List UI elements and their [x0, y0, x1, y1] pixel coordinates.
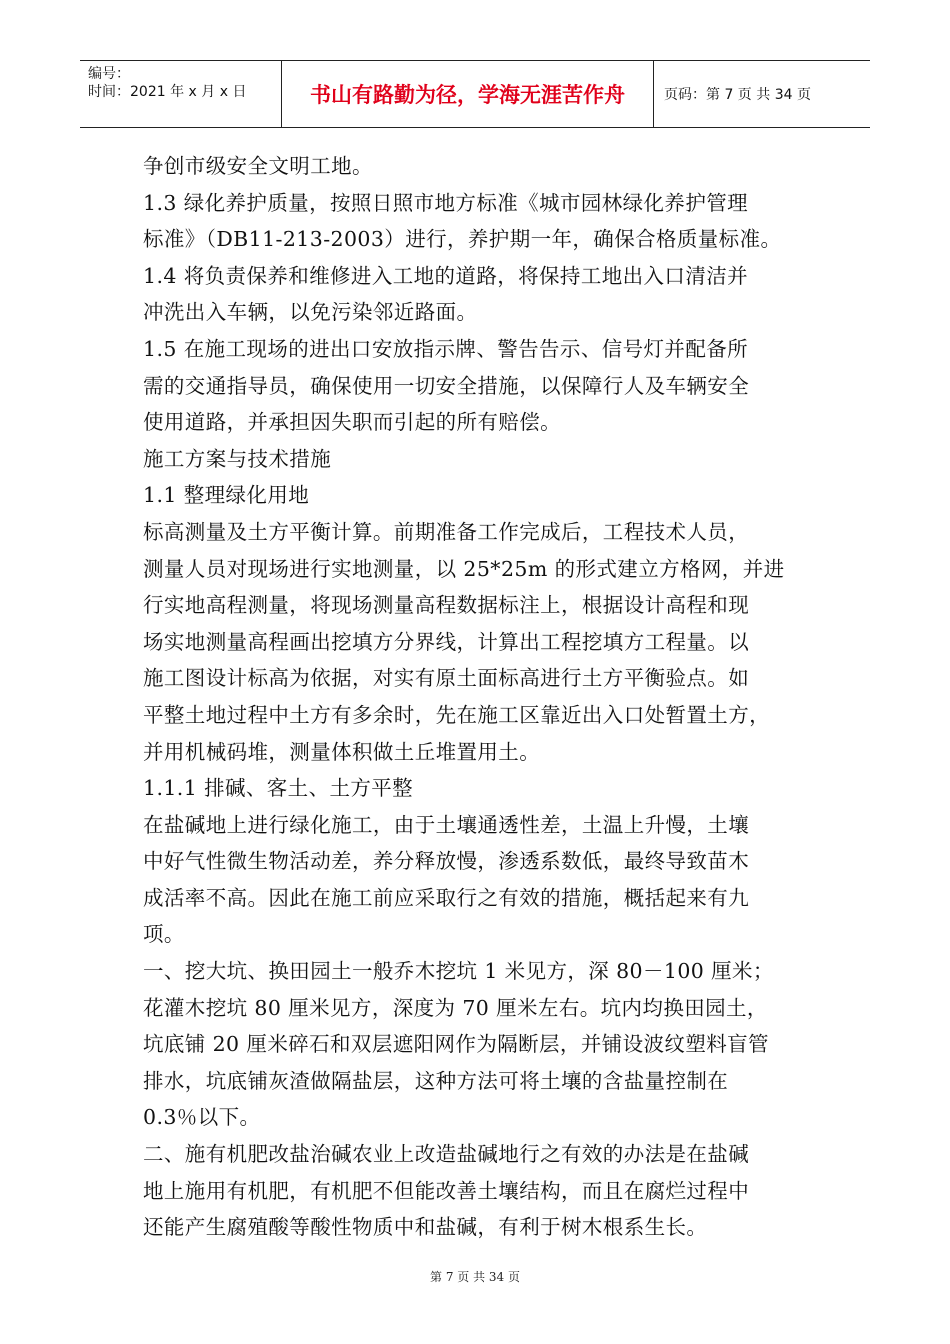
body-line: 争创市级安全文明工地。 — [143, 154, 373, 178]
body-line: 并用机械码堆，测量体积做土丘堆置用土。 — [143, 739, 541, 764]
header-page-info: 页码：第 7 页 共 34 页 — [664, 87, 811, 103]
body-line: 中好气性微生物活动差，养分释放慢，渗透系数低，最终导致苗木 — [143, 849, 750, 874]
document-number-label: 编号： — [88, 66, 130, 82]
body-line: 地上施用有机肥，有机肥不但能改善土壤结构，而且在腐烂过程中 — [143, 1178, 750, 1203]
body-line: 行实地高程测量，将现场测量高程数据标注上，根据设计高程和现 — [143, 593, 750, 618]
body-line: 0.3％以下。 — [143, 1105, 261, 1130]
body-line: 使用道路，并承担因失职而引起的所有赔偿。 — [143, 410, 561, 435]
body-line: 花灌木挖坑 80 厘米见方，深度为 70 厘米左右。坑内均换田园土， — [143, 995, 768, 1020]
document-time-label: 时间：2021 年 x 月 x 日 — [88, 84, 247, 100]
body-line: 排水，坑底铺灰渣做隔盐层，这种方法可将土壤的含盐量控制在 — [143, 1068, 729, 1093]
body-line: 坑底铺 20 厘米碎石和双层遮阳网作为隔断层，并铺设波纹塑料盲管 — [143, 1032, 769, 1057]
body-line: 成活率不高。因此在施工前应采取行之有效的措施，概括起来有九 — [143, 885, 750, 910]
body-line: 冲洗出入车辆，以免污染邻近路面。 — [143, 300, 478, 325]
body-line: 需的交通指导员，确保使用一切安全措施，以保障行人及车辆安全 — [143, 373, 750, 398]
header-meta — [80, 61, 282, 127]
body-line: 在盐碱地上进行绿化施工，由于土壤通透性差，土温上升慢，土壤 — [143, 812, 750, 837]
page-header — [80, 60, 870, 128]
body-line: 标准》（DB11-213-2003）进行，养护期一年，确保合格质量标准。 — [143, 227, 782, 252]
body-line: 测量人员对现场进行实地测量，以 25*25m 的形式建立方格网，并进 — [143, 556, 785, 581]
body-line: 还能产生腐殖酸等酸性物质中和盐碱，有利于树木根系生长。 — [143, 1215, 708, 1240]
body-line: 二、施有机肥改盐治碱农业上改造盐碱地行之有效的办法是在盐碱 — [143, 1142, 750, 1167]
body-line: 1.4 将负责保养和维修进入工地的道路，将保持工地出入口清洁并 — [143, 263, 749, 288]
body-line: 1.1.1 排碱、客土、土方平整 — [143, 776, 414, 801]
body-line: 施工图设计标高为依据，对实有原土面标高进行土方平衡验点。如 — [143, 666, 750, 691]
body-line: 项。 — [143, 922, 185, 947]
body-line: 1.1 整理绿化用地 — [143, 483, 310, 508]
body-line: 平整土地过程中土方有多余时，先在施工区靠近出入口处暂置土方， — [143, 702, 770, 727]
body-line: 一、挖大坑、换田园土一般乔木挖坑 1 米见方，深 80－100 厘米； — [143, 959, 774, 984]
body-line: 施工方案与技术措施 — [143, 446, 332, 471]
body-line: 场实地测量高程画出挖填方分界线，计算出工程挖填方工程量。以 — [143, 629, 750, 654]
body-line: 标高测量及土方平衡计算。前期准备工作完成后，工程技术人员， — [143, 519, 750, 544]
body-line: 1.3 绿化养护质量，按照日照市地方标准《城市园林绿化养护管理 — [143, 190, 749, 215]
document-body — [143, 148, 815, 1246]
body-line: 1.5 在施工现场的进出口安放指示牌、警告告示、信号灯并配备所 — [143, 336, 749, 361]
header-motto: 书山有路勤为径，学海无涯苦作舟 — [282, 61, 654, 127]
page-footer: 第 7 页 共 34 页 — [430, 1270, 520, 1284]
